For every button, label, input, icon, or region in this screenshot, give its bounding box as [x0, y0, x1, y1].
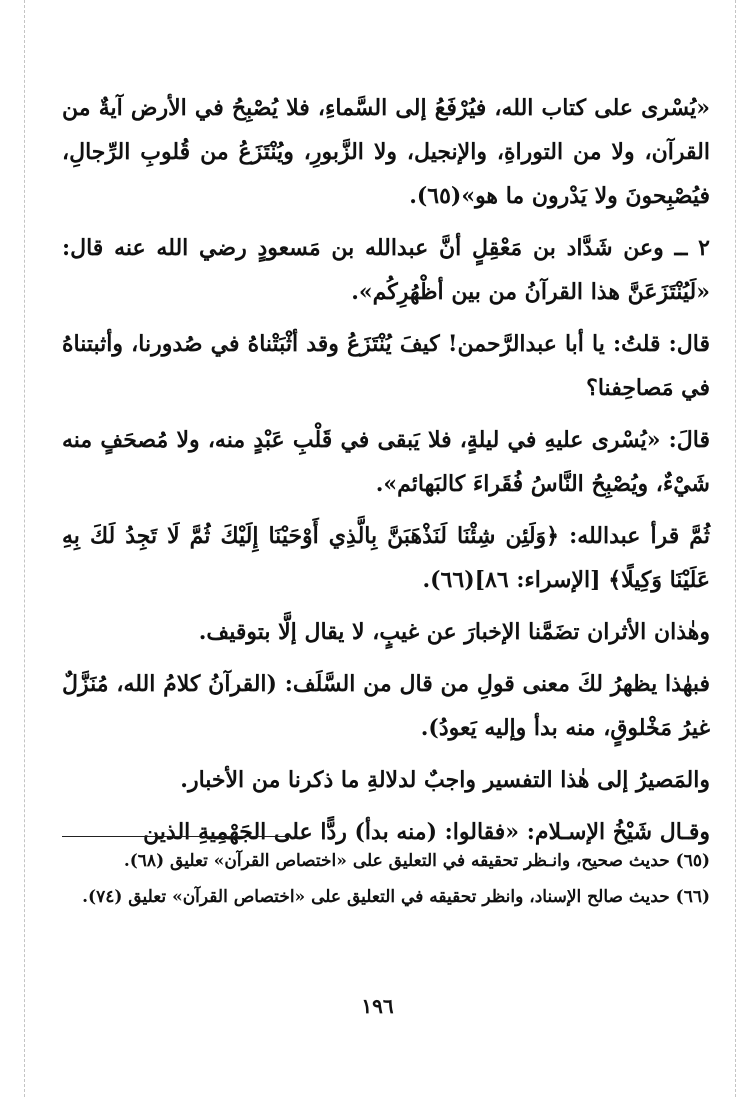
paragraph: ٢ ــ وعن شَدَّاد بن مَعْقِلٍ أنَّ عبدالله بن مَسعودٍ رضي الله عنه قال: «لَيُنْتَزَعَنَّ هذا القرآنُ من بين أظْهُرِكُم».	[62, 235, 710, 305]
page-body	[62, 86, 710, 862]
left-margin-guide	[24, 0, 25, 1097]
paragraph: والمَصيرُ إلى هٰذا التفسير واجبٌ لدلالةِ ما ذكرنا من الأخبار.	[180, 767, 710, 793]
paragraph: قالَ: «يُسْرى عليهِ في ليلةٍ، فلا يَبقى في قَلْبِ عَبْدٍ منه، ولا مُصحَفٍ منه شَيْءٌ، ويُصْبِحُ النَّاسُ فُقَراءَ كالبَهائم».	[62, 427, 710, 497]
footnote: (٦٦) حديث صالح الإسناد، وانظر تحقيقه في التعليق على «اختصاص القرآن» تعليق (٧٤).	[82, 887, 710, 907]
right-margin-guide	[735, 0, 736, 1097]
paragraph: وهٰذان الأثران تضَمَّنا الإخبارَ عن غيبٍ، لا يقال إلَّا بتوقيف.	[198, 619, 710, 645]
footnote-separator	[62, 836, 290, 837]
footnote: (٦٥) حديث صحيح، وانـظر تحقيقه في التعليق على «اختصاص القرآن» تعليق (٦٨).	[123, 851, 710, 871]
paragraph: ثُمَّ قرأ عبدالله: ﴿وَلَئِن شِئْنَا لَنَذْهَبَنَّ بِالَّذِي أَوْحَيْنَا إِلَيْكَ ثُمَّ لَا تَجِدُ لَكَ بِهِ عَلَيْنَا وَكِيلًا﴾ [الإسراء: ٨٦](٦٦).	[62, 523, 710, 593]
page-number: ١٩٦	[361, 994, 394, 1018]
paragraph: وقـال شَيْخُ الإسـلام: «فقالوا: (منه بدأ) ردًّا على الجَهْمِيةِ الذين	[143, 819, 710, 845]
paragraph: فبهٰذا يظهرُ لكَ معنى قولِ من قال من السَّلَف: (القرآنُ كلامُ الله، مُنَزَّلٌ غيرُ مَخْلوقٍ، منه بدأ وإليه يَعودُ).	[62, 671, 710, 741]
paragraph: قال: قلتُ: يا أبا عبدالرَّحمن! كيفَ يُنْتَزَعُ وقد أثْبَتْناهُ في صُدورنا، وأثبتناهُ في مَصاحِفنا؟	[62, 331, 710, 401]
paragraph: «يُسْرى على كتاب الله، فيُرْفَعُ إلى السَّماءِ، فلا يُصْبِحُ في الأرض آيةٌ من القرآن، ولا من التوراةِ، والإنجيل، ولا الزَّبورِ، ويُنْتَزَعُ من قُلوبِ الرِّجالِ، فيُصْبِحونَ ولا يَدْرون ما هو»(٦٥).	[62, 95, 710, 209]
footnotes	[62, 846, 710, 918]
